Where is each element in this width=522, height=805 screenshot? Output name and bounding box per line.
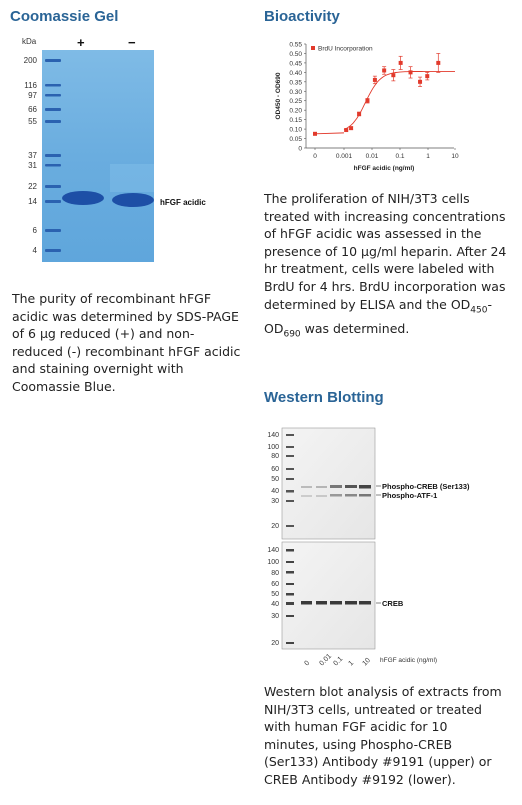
- upper-marker-label: 140: [267, 432, 279, 439]
- coomassie-title: Coomassie Gel: [10, 8, 119, 25]
- upper-marker-label: 30: [271, 498, 279, 505]
- upper-marker-labels: [267, 432, 279, 530]
- gel-lane-plus: +: [77, 35, 85, 50]
- blot-band: [301, 495, 312, 497]
- lower-marker-label: 30: [271, 613, 279, 620]
- ladder-band: [286, 490, 294, 493]
- ladder-band: [45, 229, 61, 232]
- fit-curve: [344, 71, 455, 129]
- lower-marker-label: 80: [271, 570, 279, 577]
- legend-label: BrdU Incorporation: [318, 45, 373, 53]
- x-tick-label: 10: [451, 153, 459, 160]
- legend-marker: [311, 46, 315, 50]
- gel-marker-label: 66: [28, 105, 37, 114]
- ladder-band: [45, 108, 61, 111]
- gel-marker-label: 4: [32, 246, 37, 255]
- lower-blot-panel: [282, 542, 375, 649]
- lane-tick: 0.1: [332, 655, 345, 668]
- ladder-band: [286, 434, 294, 436]
- blot-band: [330, 601, 342, 605]
- gel-marker-label: 55: [28, 117, 37, 126]
- creb-bands: [301, 601, 371, 605]
- blot-band: [316, 495, 327, 497]
- ladder-band: [286, 468, 294, 470]
- gel-marker-label: 97: [28, 91, 37, 100]
- gel-marker-label: 200: [23, 56, 37, 65]
- y-axis-label: OD450 - OD690: [275, 72, 282, 120]
- gel-marker-label: 116: [24, 81, 37, 90]
- blot-band: [316, 601, 327, 605]
- blot-band: [345, 485, 357, 488]
- gel-band-reduced: [62, 191, 104, 205]
- upper-marker-label: 20: [271, 523, 279, 530]
- x-tick-label: 0.001: [335, 153, 353, 160]
- data-point: [418, 80, 422, 84]
- bioactivity-title: Bioactivity: [264, 8, 340, 25]
- gel-marker-label: 31: [28, 161, 37, 170]
- coomassie-gel-figure: [0, 34, 240, 294]
- data-point: [409, 70, 413, 74]
- blot-band: [301, 601, 312, 605]
- ladder-band: [286, 602, 294, 605]
- data-point: [382, 68, 386, 72]
- ladder-band: [286, 525, 294, 527]
- ladder-band: [45, 94, 61, 97]
- data-point: [349, 126, 353, 130]
- chart-marks: [313, 53, 455, 135]
- ladder-band: [286, 593, 294, 596]
- gel-band-label: hFGF acidic: [160, 198, 206, 207]
- gel-lane-minus: −: [128, 35, 136, 50]
- upper-marker-label: 40: [271, 488, 279, 495]
- y-tick-label: 0.20: [289, 107, 302, 115]
- gel-band-nonreduced: [112, 193, 154, 207]
- x-tick-label: 0.1: [395, 153, 405, 160]
- upper-marker-label: 60: [271, 466, 279, 473]
- blot-band: [345, 601, 357, 605]
- ladder-band: [286, 642, 294, 644]
- upper-blot-panel: [282, 428, 375, 539]
- gel-marker-labels: [24, 56, 38, 255]
- data-point: [365, 99, 369, 103]
- x-tick-label: 0: [313, 153, 317, 160]
- data-point: [391, 73, 395, 77]
- ladder-band: [45, 84, 61, 87]
- lane-tick: 0.01: [318, 652, 334, 668]
- lane-tick: 1: [347, 659, 356, 668]
- ladder-band: [45, 59, 61, 62]
- lower-marker-label: 50: [271, 591, 279, 598]
- y-tick-label: 0.15: [289, 117, 302, 125]
- fit-curve-baseline: [315, 133, 344, 134]
- ladder-band: [286, 571, 294, 574]
- blot-band: [330, 485, 342, 488]
- lower-marker-label: 60: [271, 581, 279, 588]
- upper-marker-label: 100: [267, 444, 279, 451]
- phospho-atf1-label: Phospho-ATF-1: [382, 491, 438, 500]
- bioactivity-caption: [264, 190, 514, 344]
- blot-band: [316, 486, 327, 488]
- ladder-band: [45, 164, 61, 167]
- blot-band: [359, 601, 371, 605]
- data-point: [357, 112, 361, 116]
- x-tick-label: 1: [426, 153, 430, 160]
- lane-axis-label: hFGF acidic (ng/ml): [380, 657, 438, 664]
- upper-marker-label: 50: [271, 476, 279, 483]
- bioactivity-chart: [262, 36, 462, 186]
- ladder-band: [286, 478, 294, 480]
- data-point: [436, 61, 440, 65]
- ladder-band: [286, 561, 294, 563]
- gel-marker-label: 14: [28, 197, 37, 206]
- western-caption: Western blot analysis of extracts from NIH/3T3 cells, untreated or treated with human FGF acidic for 10 minutes, using Phospho-CREB (Ser133) Antibody #9191 (upper) or CREB Antibody #9192 (lower).: [264, 684, 502, 787]
- ladder-band: [45, 120, 61, 123]
- y-tick-label: 0.05: [289, 136, 302, 144]
- blot-band: [301, 486, 312, 488]
- lane-tick: 0: [303, 659, 312, 668]
- gel-kda-label: kDa: [22, 37, 37, 46]
- y-tick-label: 0: [298, 145, 302, 153]
- data-point: [344, 128, 348, 132]
- x-tick-label: 0.01: [365, 153, 379, 160]
- ladder-band: [286, 500, 294, 502]
- upper-marker-label: 80: [271, 453, 279, 460]
- ladder-band: [286, 549, 294, 552]
- lower-marker-label: 100: [267, 559, 279, 566]
- lane-tick-labels: [303, 653, 372, 668]
- y-tick-label: 0.25: [289, 98, 302, 106]
- y-tick-label: 0.50: [289, 50, 302, 58]
- data-point: [373, 78, 377, 82]
- chart-axes: [275, 42, 459, 173]
- coomassie-caption: The purity of recombinant hFGF acidic was determined by SDS-PAGE of 6 µg reduced (+) and non-reduced (-) recombinant hFGF acidic and staining overnight with Coomassie Blue.: [12, 291, 241, 394]
- ladder-band: [45, 185, 61, 188]
- ladder-band: [286, 583, 294, 585]
- y-tick-label: 0.10: [289, 126, 302, 134]
- ladder-band: [286, 615, 294, 617]
- blot-band: [359, 485, 371, 489]
- creb-label: CREB: [382, 599, 404, 608]
- bioactivity-caption-text: The proliferation of NIH/3T3 cells treated with increasing concentrations of hFGF acidic was assessed in the presence of 10 µg/ml heparin. After 24 hr treatment, cells were labeled with BrdU for 4 hrs. BrdU incorporation was determined by ELISA and the $OD_{450}-OD_{690}$ was determined.: [264, 191, 507, 340]
- ladder-band: [45, 249, 61, 252]
- lower-marker-labels: [267, 547, 279, 647]
- lower-marker-label: 40: [271, 601, 279, 608]
- blot-band: [330, 494, 342, 497]
- gel-marker-label: 6: [32, 226, 37, 235]
- gel-marker-label: 22: [28, 182, 37, 191]
- y-tick-label: 0.45: [289, 60, 302, 68]
- y-tick-label: 0.55: [289, 41, 302, 49]
- y-tick-label: 0.30: [289, 88, 302, 96]
- gel-marker-label: 37: [28, 151, 37, 160]
- ladder-band: [45, 200, 61, 203]
- ladder-band: [286, 446, 294, 448]
- data-point: [399, 61, 403, 65]
- phospho-creb-label: Phospho-CREB (Ser133): [382, 482, 470, 491]
- y-tick-label: 0.40: [289, 69, 302, 77]
- x-axis-label: hFGF acidic (ng/ml): [353, 165, 415, 172]
- data-point: [425, 74, 429, 78]
- data-point: [313, 132, 317, 136]
- lower-marker-label: 20: [271, 640, 279, 647]
- western-blot-figure: [262, 418, 512, 668]
- western-title: Western Blotting: [264, 389, 384, 406]
- blot-band: [345, 494, 357, 497]
- y-tick-label: 0.35: [289, 79, 302, 87]
- gel-smear: [110, 164, 154, 192]
- lower-marker-label: 140: [267, 547, 279, 554]
- blot-band: [359, 494, 371, 497]
- lane-tick: 10: [361, 656, 372, 668]
- ladder-band: [45, 154, 61, 157]
- ladder-band: [286, 455, 294, 457]
